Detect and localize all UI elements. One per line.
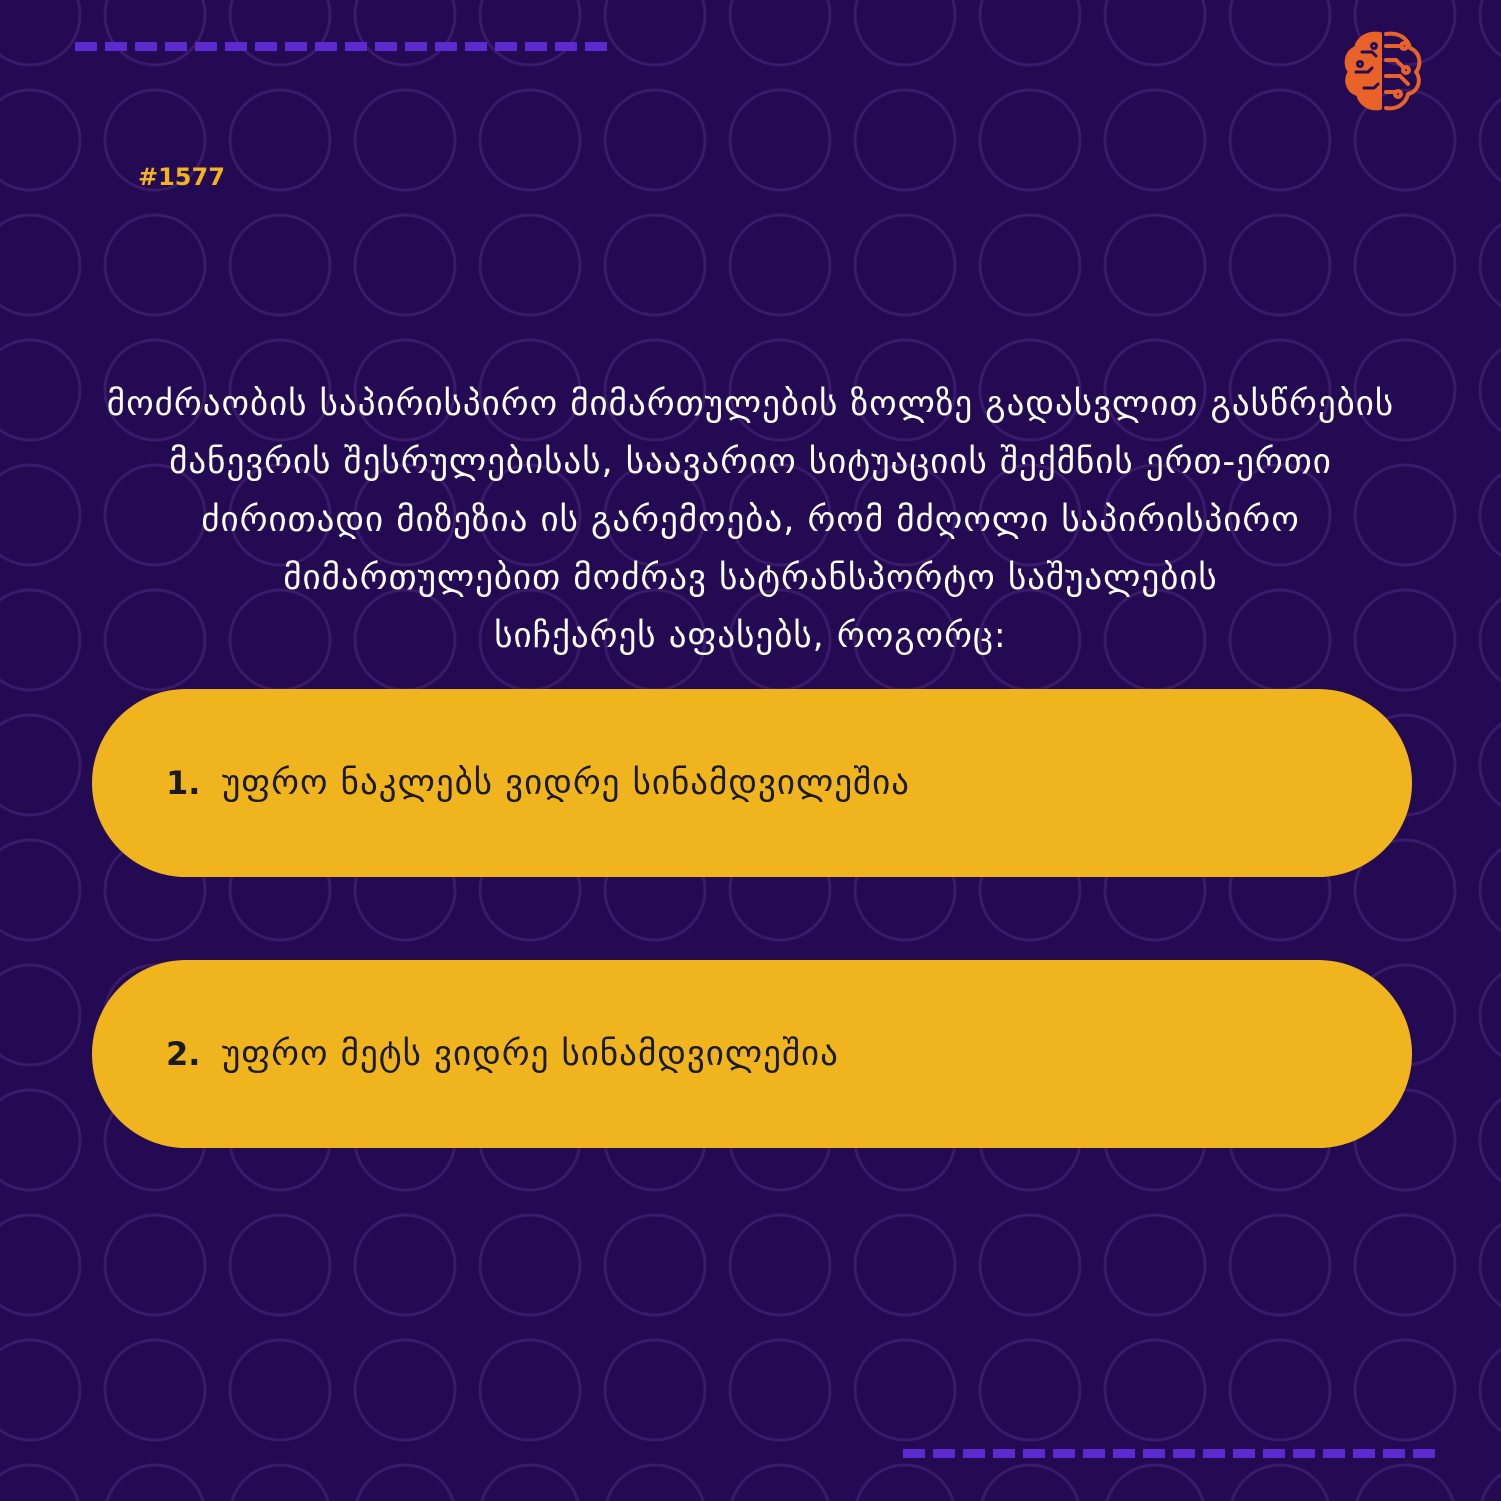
dash-segment: [495, 42, 517, 51]
background-circle: [1480, 465, 1501, 565]
background-circle: [1355, 1215, 1455, 1315]
background-circle: [1105, 90, 1205, 190]
answer-number: 2.: [166, 1035, 201, 1073]
background-circle: [730, 90, 830, 190]
background-circle: [0, 90, 80, 190]
dash-segment: [1203, 1449, 1225, 1458]
background-circle: [355, 90, 455, 190]
background-circle: [105, 1340, 205, 1440]
background-circle: [1480, 590, 1501, 690]
dash-segment: [963, 1449, 985, 1458]
dash-segment: [165, 42, 187, 51]
background-circle: [605, 1465, 705, 1501]
background-circle: [605, 1215, 705, 1315]
background-circle: [480, 0, 580, 65]
background-circle: [1105, 215, 1205, 315]
background-circle: [1230, 0, 1330, 65]
background-circle: [855, 1465, 955, 1501]
dash-segment: [1053, 1449, 1075, 1458]
dash-segment: [1263, 1449, 1285, 1458]
dash-segment: [903, 1449, 925, 1458]
background-circle: [355, 1215, 455, 1315]
background-circle: [0, 715, 80, 815]
background-circle: [980, 215, 1080, 315]
dash-segment: [1173, 1449, 1195, 1458]
dash-segment: [375, 42, 397, 51]
background-circle: [105, 1465, 205, 1501]
background-circle: [230, 0, 330, 65]
background-circle: [355, 1465, 455, 1501]
background-circle: [1480, 0, 1501, 65]
background-circle: [230, 1340, 330, 1440]
background-circle: [355, 0, 455, 65]
background-circle: [480, 1340, 580, 1440]
dash-segment: [315, 42, 337, 51]
question-number: #1577: [138, 163, 225, 191]
background-circle: [0, 1215, 80, 1315]
background-circle: [980, 1465, 1080, 1501]
background-circle: [605, 90, 705, 190]
background-circle: [1480, 840, 1501, 940]
dash-segment: [1233, 1449, 1255, 1458]
question-line: მანევრის შესრულებისას, საავარიო სიტუაციის შექმნის ერთ-ერთი: [169, 442, 1332, 482]
background-circle: [105, 215, 205, 315]
dash-segment: [1323, 1449, 1345, 1458]
background-circle: [1105, 1340, 1205, 1440]
background-circle: [1105, 0, 1205, 65]
background-circle: [230, 215, 330, 315]
background-circle: [355, 1340, 455, 1440]
dash-segment: [525, 42, 547, 51]
dash-segment: [1293, 1449, 1315, 1458]
brain-circuit-icon: [1338, 26, 1428, 116]
background-circle: [0, 840, 80, 940]
background-circle: [355, 215, 455, 315]
background-circle: [1355, 1465, 1455, 1501]
dash-segment: [255, 42, 277, 51]
dash-segment: [1353, 1449, 1375, 1458]
top-dash-decoration: [75, 42, 607, 51]
background-circle: [605, 1340, 705, 1440]
background-circle: [230, 1465, 330, 1501]
dash-segment: [105, 42, 127, 51]
background-circle: [1355, 215, 1455, 315]
background-circle: [730, 0, 830, 65]
dash-segment: [1113, 1449, 1135, 1458]
dash-segment: [1023, 1449, 1045, 1458]
background-circle: [0, 1090, 80, 1190]
dash-segment: [1143, 1449, 1165, 1458]
background-circle: [730, 215, 830, 315]
background-circle: [980, 90, 1080, 190]
background-circle: [1480, 1090, 1501, 1190]
dash-segment: [345, 42, 367, 51]
background-circle: [105, 1215, 205, 1315]
background-circle: [980, 1340, 1080, 1440]
answer-text: უფრო ნაკლებს ვიდრე სინამდვილეშია: [222, 763, 911, 803]
background-circle: [0, 1340, 80, 1440]
question-line: ძირითადი მიზეზია ის გარემოება, რომ მძღოლი საპირისპირო: [201, 500, 1300, 540]
background-circle: [730, 1215, 830, 1315]
background-circle: [480, 90, 580, 190]
answer-option-2[interactable]: [92, 960, 1412, 1148]
background-circle: [980, 1215, 1080, 1315]
background-circle: [1480, 715, 1501, 815]
background-circle: [480, 1465, 580, 1501]
question-line: მოძრაობის საპირისპირო მიმართულების ზოლზე გადასვლით გასწრების: [106, 384, 1395, 424]
background-circle: [980, 0, 1080, 65]
dash-segment: [405, 42, 427, 51]
background-circle: [0, 965, 80, 1065]
background-circle: [1480, 1340, 1501, 1440]
background-circle: [855, 90, 955, 190]
background-circle: [1480, 1465, 1501, 1501]
background-circle: [730, 1340, 830, 1440]
background-circle: [1105, 1465, 1205, 1501]
background-circle: [1480, 340, 1501, 440]
background-circle: [1230, 1215, 1330, 1315]
background-circle: [0, 0, 80, 65]
dash-segment: [585, 42, 607, 51]
background-circle: [230, 1215, 330, 1315]
background-circle: [1480, 90, 1501, 190]
dash-segment: [933, 1449, 955, 1458]
background-circle: [230, 90, 330, 190]
background-circle: [855, 215, 955, 315]
dash-segment: [225, 42, 247, 51]
bottom-dash-decoration: [903, 1449, 1435, 1458]
background-circle: [855, 1215, 955, 1315]
background-circle: [1230, 90, 1330, 190]
background-circle: [480, 215, 580, 315]
answer-option-1[interactable]: [92, 689, 1412, 877]
background-circle: [1355, 1340, 1455, 1440]
dash-segment: [465, 42, 487, 51]
dash-segment: [75, 42, 97, 51]
background-circle: [1230, 215, 1330, 315]
background-circle: [1480, 215, 1501, 315]
background-circle: [1230, 1465, 1330, 1501]
dash-segment: [993, 1449, 1015, 1458]
question-line: მიმართულებით მოძრავ სატრანსპორტო საშუალების: [283, 558, 1218, 598]
dash-segment: [1413, 1449, 1435, 1458]
dash-segment: [195, 42, 217, 51]
background-circle: [105, 0, 205, 65]
dash-segment: [435, 42, 457, 51]
dash-segment: [1383, 1449, 1405, 1458]
question-text: [30, 375, 1471, 665]
background-circle: [605, 215, 705, 315]
dash-segment: [1083, 1449, 1105, 1458]
answer-number: 1.: [166, 764, 201, 802]
dash-segment: [135, 42, 157, 51]
background-circle: [1480, 965, 1501, 1065]
question-line: სიჩქარეს აფასებს, როგორც:: [494, 616, 1007, 656]
background-circle: [0, 1465, 80, 1501]
background-circle: [855, 1340, 955, 1440]
background-circle: [1480, 1215, 1501, 1315]
background-circle: [730, 1465, 830, 1501]
answer-text: უფრო მეტს ვიდრე სინამდვილეშია: [222, 1034, 839, 1074]
background-circle: [1105, 1215, 1205, 1315]
background-circle: [0, 215, 80, 315]
background-circle: [855, 0, 955, 65]
dash-segment: [285, 42, 307, 51]
background-circle: [480, 1215, 580, 1315]
background-circle: [605, 0, 705, 65]
dash-segment: [555, 42, 577, 51]
background-circle: [1230, 1340, 1330, 1440]
